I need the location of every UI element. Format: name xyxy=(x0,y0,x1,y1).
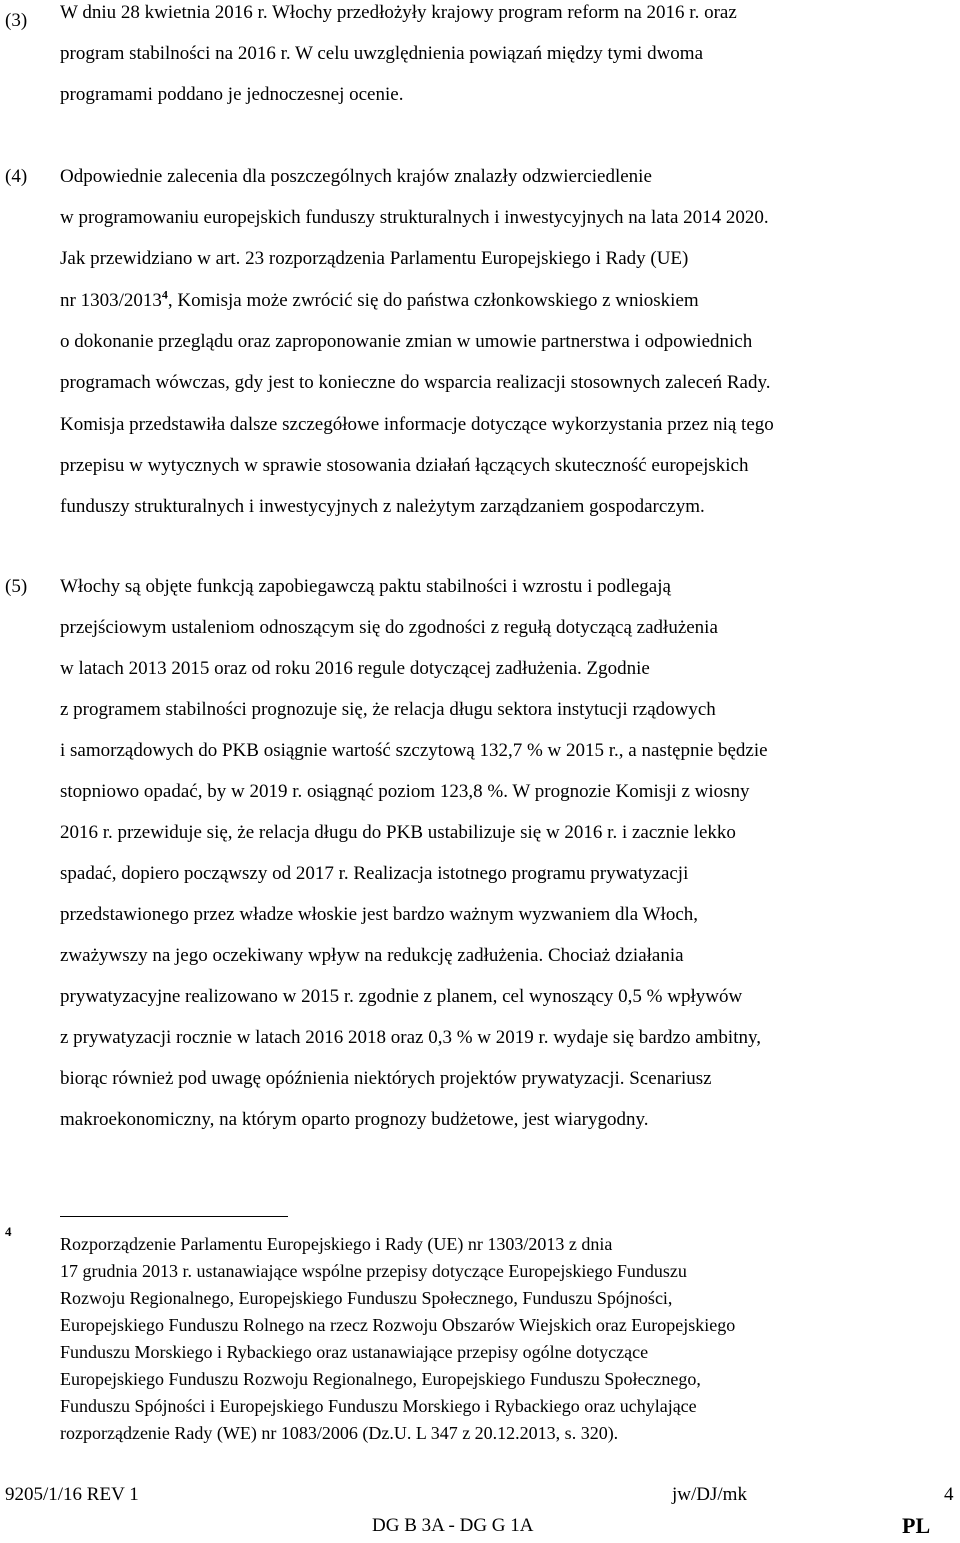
paragraph-line: przejściowym ustaleniom odnoszącym się do zgodności z regułą dotyczącą zadłużenia xyxy=(60,617,718,638)
paragraph-line: i samorządowych do PKB osiągnie wartość szczytową 132,7 % w 2015 r., a następnie będzie xyxy=(60,740,768,761)
paragraph-line-with-footnote xyxy=(60,280,699,321)
author-reference: jw/DJ/mk xyxy=(672,1484,747,1505)
paragraph-line: Komisja przedstawiła dalsze szczegółowe informacje dotyczące wykorzystania przez nią tego xyxy=(60,414,774,435)
paragraph-line: program stabilności na 2016 r. W celu uwzględnienia powiązań między tymi dwoma xyxy=(60,43,704,64)
footnote-line: 17 grudnia 2013 r. ustanawiające wspólne przepisy dotyczące Europejskiego Funduszu xyxy=(60,1261,687,1281)
paragraph-line: biorąc również pod uwagę opóźnienia niektórych projektów prywatyzacji. Scenariusz xyxy=(60,1068,712,1089)
page-number: 4 xyxy=(944,1484,954,1505)
paragraph-line: Włochy są objęte funkcją zapobiegawczą paktu stabilności i wzrostu i podlegają xyxy=(60,576,671,597)
paragraph-line: Jak przewidziano w art. 23 rozporządzenia Parlamentu Europejskiego i Rady (UE) xyxy=(60,248,689,269)
paragraph-number: (4) xyxy=(5,166,28,187)
paragraph-line: prywatyzacyjne realizowano w 2015 r. zgodnie z planem, cel wynoszący 0,5 % wpływów xyxy=(60,986,743,1007)
paragraph-line: Odpowiednie zalecenia dla poszczególnych krajów znalazły odzwierciedlenie xyxy=(60,166,652,187)
paragraph-line: z prywatyzacji rocznie w latach 2016 2018 oraz 0,3 % w 2019 r. wydaje się bardzo ambitny, xyxy=(60,1027,762,1048)
paragraph-line: programach wówczas, gdy jest to konieczne do wsparcia realizacji stosownych zaleceń Rady. xyxy=(60,372,771,393)
paragraph-line: W dniu 28 kwietnia 2016 r. Włochy przedłożyły krajowy program reform na 2016 r. oraz xyxy=(60,2,737,23)
footnote-line: Rozporządzenie Parlamentu Europejskiego i Rady (UE) nr 1303/2013 z dnia xyxy=(60,1234,613,1254)
paragraph-line: w latach 2013 2015 oraz od roku 2016 regule dotyczącej zadłużenia. Zgodnie xyxy=(60,658,650,679)
footnote-separator xyxy=(60,1216,288,1217)
footnote-number: 4 xyxy=(5,1224,12,1239)
paragraph-number: (3) xyxy=(5,10,28,31)
paragraph-line: funduszy strukturalnych i inwestycyjnych z należytym zarządzaniem gospodarczym. xyxy=(60,496,705,517)
footnote-line: Funduszu Morskiego i Rybackiego oraz ustanawiające przepisy ogólne dotyczące xyxy=(60,1342,649,1362)
paragraph-text: , Komisja może zwrócić się do państwa członkowskiego z wnioskiem xyxy=(167,290,699,311)
paragraph-line: w programowaniu europejskich funduszy strukturalnych i inwestycyjnych na lata 2014 2020. xyxy=(60,207,769,228)
paragraph-line: zważywszy na jego oczekiwany wpływ na redukcję zadłużenia. Chociaż działania xyxy=(60,945,684,966)
paragraph-line: o dokonanie przeglądu oraz zaproponowanie zmian w umowie partnerstwa i odpowiednich xyxy=(60,331,753,352)
footnote-line: Funduszu Spójności i Europejskiego Funduszu Morskiego i Rybackiego oraz uchylające xyxy=(60,1396,697,1416)
regulation-number: nr 1303/2013 xyxy=(60,290,162,311)
document-code: 9205/1/16 REV 1 xyxy=(5,1484,139,1505)
footnote-reference[interactable]: 4 xyxy=(161,287,168,302)
footnote-line: rozporządzenie Rady (WE) nr 1083/2006 (Dz.U. L 347 z 20.12.2013, s. 320). xyxy=(60,1423,619,1443)
language-code: PL xyxy=(902,1513,931,1538)
paragraph-number: (5) xyxy=(5,576,28,597)
paragraph-line: stopniowo opadać, by w 2019 r. osiągnąć poziom 123,8 %. W prognozie Komisji z wiosny xyxy=(60,781,750,802)
directorate-code: DG B 3A - DG G 1A xyxy=(372,1515,534,1536)
paragraph-line: z programem stabilności prognozuje się, że relacja długu sektora instytucji rządowych xyxy=(60,699,716,720)
paragraph-line: przepisu w wytycznych w sprawie stosowania działań łączących skuteczność europejskich xyxy=(60,455,749,476)
paragraph-line: programami poddano je jednoczesnej ocenie. xyxy=(60,84,404,105)
footnote-line: Europejskiego Funduszu Rolnego na rzecz Rozwoju Obszarów Wiejskich oraz Europejskiego xyxy=(60,1315,736,1335)
paragraph-line: spadać, dopiero począwszy od 2017 r. Realizacja istotnego programu prywatyzacji xyxy=(60,863,689,884)
paragraph-line: przedstawionego przez władze włoskie jest bardzo ważnym wyzwaniem dla Włoch, xyxy=(60,904,699,925)
paragraph-line: 2016 r. przewiduje się, że relacja długu do PKB ustabilizuje się w 2016 r. i zacznie lekko xyxy=(60,822,736,843)
paragraph-line: makroekonomiczny, na którym oparto prognozy budżetowe, jest wiarygodny. xyxy=(60,1109,649,1130)
footnote-line: Europejskiego Funduszu Rozwoju Regionalnego, Europejskiego Funduszu Społecznego, xyxy=(60,1369,701,1389)
footnote-line: Rozwoju Regionalnego, Europejskiego Funduszu Społecznego, Funduszu Spójności, xyxy=(60,1288,673,1308)
